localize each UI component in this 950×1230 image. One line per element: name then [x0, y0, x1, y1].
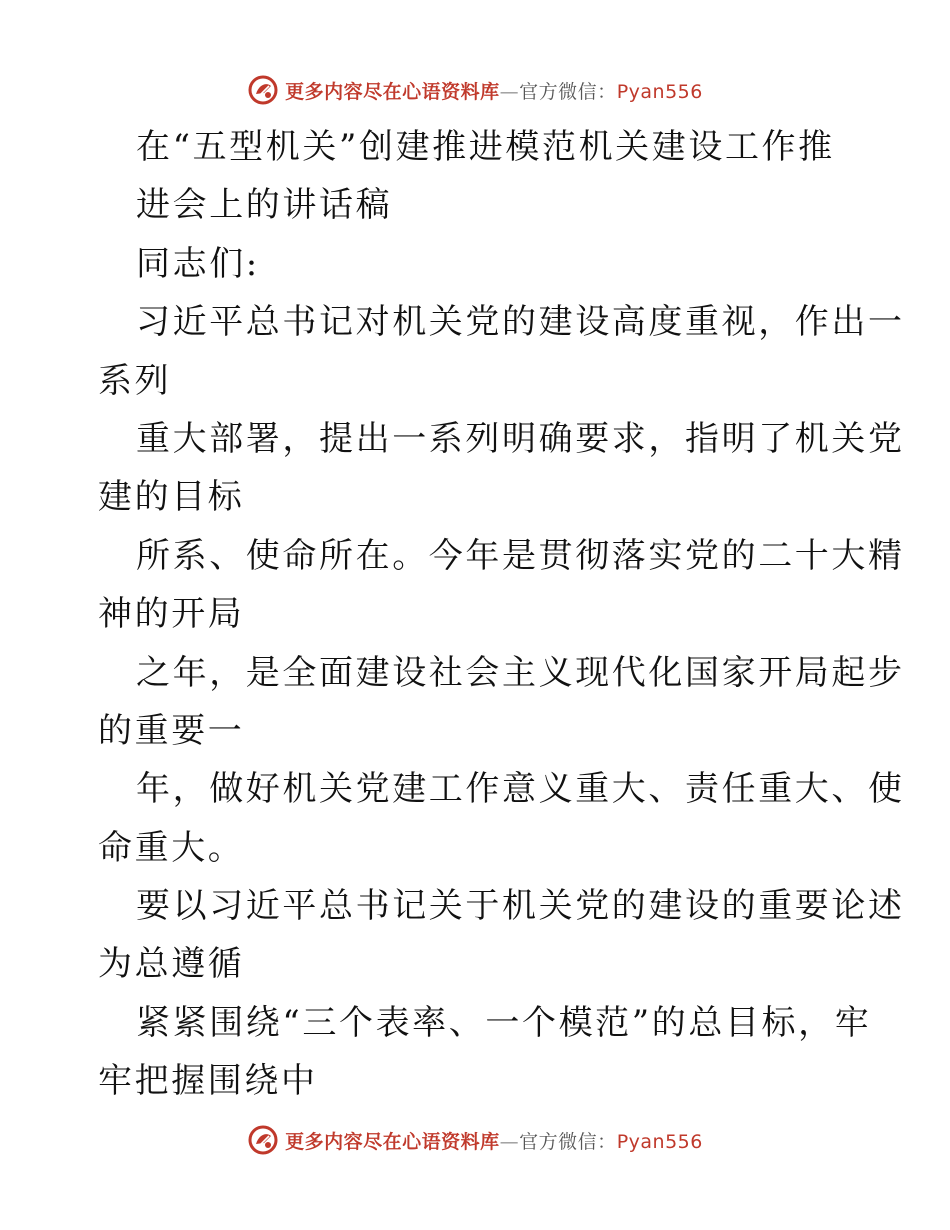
document-line: 的重要一	[98, 710, 245, 751]
banner-dash: —	[499, 1130, 520, 1153]
document-line: 命重大。	[98, 827, 245, 868]
document-line: 重大部署，提出一系列明确要求，指明了机关党	[136, 418, 905, 459]
banner-brand: 更多内容尽在心语资料库	[285, 80, 500, 103]
document-line: 为总遵循	[98, 944, 245, 985]
brand-logo-icon	[247, 1124, 279, 1156]
document-line: 牢把握围绕中	[98, 1061, 318, 1102]
document-line: 紧紧围绕“三个表率、一个模范”的总目标，牢	[136, 1002, 872, 1043]
document-line: 之年，是全面建设社会主义现代化国家开局起步	[136, 652, 905, 693]
document-line: 进会上的讲话稿	[136, 185, 393, 226]
brand-logo-icon	[247, 74, 279, 106]
document-line: 在“五型机关”创建推进模范机关建设工作推	[136, 127, 835, 167]
banner-official: 官方微信：	[519, 80, 617, 103]
banner-text	[285, 1127, 703, 1154]
banner-wechat-id: Pyan556	[616, 1130, 703, 1153]
document-line: 同志们:	[136, 243, 260, 284]
document-line: 系列	[98, 360, 172, 401]
footer-banner	[0, 1120, 950, 1160]
document-line: 年，做好机关党建工作意义重大、责任重大、使	[136, 769, 905, 810]
banner-brand: 更多内容尽在心语资料库	[285, 1130, 500, 1153]
document-line: 要以习近平总书记关于机关党的建设的重要论述	[136, 886, 905, 927]
banner-official: 官方微信：	[519, 1130, 617, 1153]
banner-text	[285, 77, 703, 104]
document-body	[98, 118, 905, 1111]
header-banner	[0, 70, 950, 110]
document-line: 神的开局	[98, 594, 245, 635]
document-line: 习近平总书记对机关党的建设高度重视，作出一	[136, 302, 905, 343]
banner-wechat-id: Pyan556	[616, 80, 703, 103]
banner-dash: —	[499, 80, 520, 103]
document-line: 所系、使命所在。今年是贯彻落实党的二十大精	[136, 535, 905, 576]
document-line: 建的目标	[98, 477, 245, 518]
